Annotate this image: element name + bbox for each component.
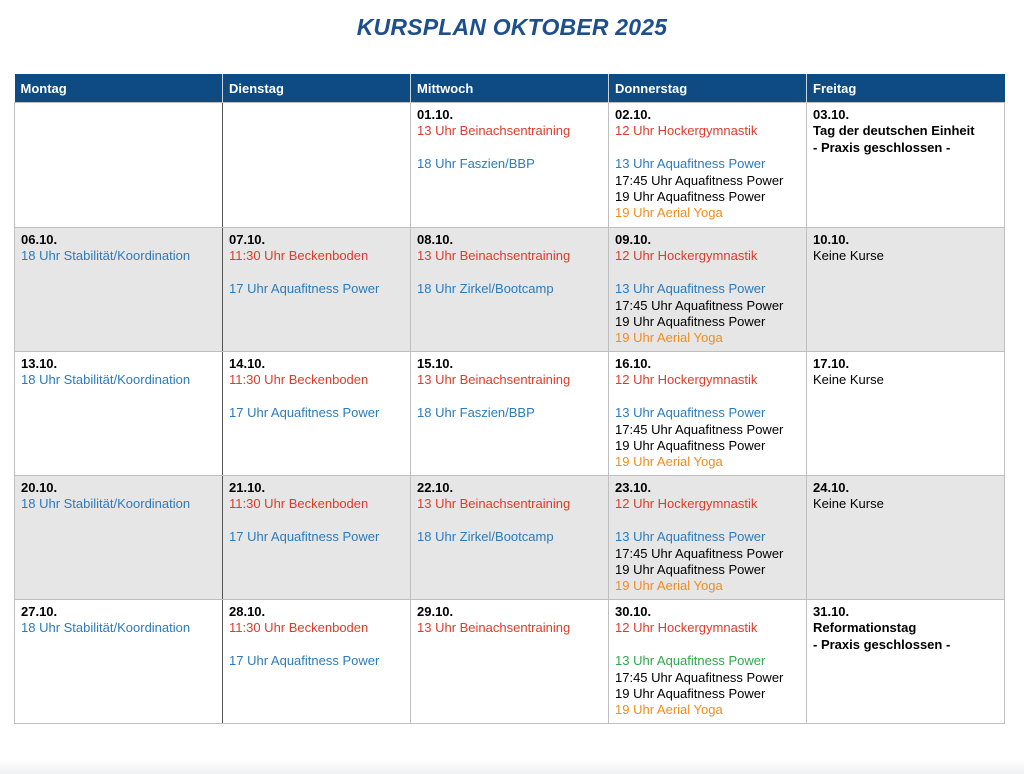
- course-entry: 11:30 Uhr Beckenboden: [229, 496, 369, 512]
- cell-date: 07.10.: [229, 232, 266, 247]
- day-cell-thursday: [609, 352, 807, 476]
- course-entry: 17 Uhr Aquafitness Power: [229, 653, 380, 669]
- week-row: [15, 352, 1005, 476]
- cell-date: 23.10.: [615, 480, 652, 495]
- course-entry: Reformationstag: [813, 620, 917, 636]
- course-entry: 19 Uhr Aerial Yoga: [615, 205, 723, 221]
- day-cell-wednesday: [411, 476, 609, 600]
- day-cell-wednesday: [411, 228, 609, 352]
- course-entry: 12 Uhr Hockergymnastik: [615, 248, 758, 264]
- course-entry: 13 Uhr Aquafitness Power: [615, 529, 766, 545]
- course-entry: 12 Uhr Hockergymnastik: [615, 496, 758, 512]
- course-entry: 18 Uhr Faszien/BBP: [417, 405, 535, 421]
- day-cell-friday: [807, 600, 1005, 724]
- course-entry: 17:45 Uhr Aquafitness Power: [615, 172, 784, 188]
- course-entry: 17:45 Uhr Aquafitness Power: [615, 421, 784, 437]
- course-entry: 19 Uhr Aquafitness Power: [615, 562, 766, 578]
- cell-date: 21.10.: [229, 480, 266, 495]
- course-entry: - Praxis geschlossen -: [813, 636, 951, 652]
- course-entry: 13 Uhr Aquafitness Power: [615, 653, 766, 669]
- cell-date: 06.10.: [21, 232, 58, 247]
- cell-date: 20.10.: [21, 480, 58, 495]
- entry-spacer: [229, 513, 404, 529]
- course-entry: 13 Uhr Aquafitness Power: [615, 405, 766, 421]
- entry-spacer: [229, 637, 404, 653]
- week-row: [15, 228, 1005, 352]
- page-title: KURSPLAN OKTOBER 2025: [356, 14, 668, 40]
- course-entry: 17 Uhr Aquafitness Power: [229, 281, 380, 297]
- day-cell-wednesday: [411, 600, 609, 724]
- cell-date: 14.10.: [229, 356, 266, 371]
- day-cell-tuesday: [223, 228, 411, 352]
- cell-date: 24.10.: [813, 480, 850, 495]
- course-entry: 17:45 Uhr Aquafitness Power: [615, 669, 784, 685]
- entry-spacer: [615, 513, 800, 529]
- cell-date: 27.10.: [21, 604, 58, 619]
- day-cell-monday: [15, 476, 223, 600]
- header-friday: Freitag: [807, 74, 1005, 103]
- course-entry: 13 Uhr Beinachsentraining: [417, 123, 571, 139]
- entry-spacer: [417, 513, 602, 529]
- course-entry: 12 Uhr Hockergymnastik: [615, 372, 758, 388]
- entry-spacer: [615, 140, 800, 156]
- course-entry: 18 Uhr Zirkel/Bootcamp: [417, 281, 554, 297]
- week-row: [15, 476, 1005, 600]
- course-entry: 19 Uhr Aquafitness Power: [615, 686, 766, 702]
- header-tuesday: Dienstag: [223, 74, 411, 103]
- course-entry: 17 Uhr Aquafitness Power: [229, 405, 380, 421]
- day-cell-friday: [807, 228, 1005, 352]
- course-entry: 17 Uhr Aquafitness Power: [229, 529, 380, 545]
- cell-date: 15.10.: [417, 356, 454, 371]
- header-row: [15, 74, 1005, 103]
- header-wednesday: Mittwoch: [411, 74, 609, 103]
- day-cell-friday: [807, 476, 1005, 600]
- entry-spacer: [615, 265, 800, 281]
- course-entry: 19 Uhr Aerial Yoga: [615, 330, 723, 346]
- schedule-table: [14, 74, 1005, 724]
- course-entry: 12 Uhr Hockergymnastik: [615, 620, 758, 636]
- cell-date: 16.10.: [615, 356, 652, 371]
- course-entry: 17:45 Uhr Aquafitness Power: [615, 545, 784, 561]
- cell-date: 08.10.: [417, 232, 454, 247]
- cell-date: 29.10.: [417, 604, 454, 619]
- header-thursday: Donnerstag: [609, 74, 807, 103]
- course-entry: 18 Uhr Stabilität/Koordination: [21, 496, 191, 512]
- course-entry: 18 Uhr Stabilität/Koordination: [21, 372, 191, 388]
- day-cell-friday: [807, 352, 1005, 476]
- day-cell-tuesday: [223, 600, 411, 724]
- cell-date: 13.10.: [21, 356, 58, 371]
- course-entry: 18 Uhr Stabilität/Koordination: [21, 248, 191, 264]
- cell-date: 17.10.: [813, 356, 850, 371]
- course-entry: 13 Uhr Aquafitness Power: [615, 281, 766, 297]
- course-entry: - Praxis geschlossen -: [813, 139, 951, 155]
- cell-date: 28.10.: [229, 604, 266, 619]
- cell-date: 01.10.: [417, 107, 454, 122]
- course-entry: Tag der deutschen Einheit: [813, 123, 975, 139]
- day-cell-monday: [15, 600, 223, 724]
- entry-spacer: [615, 389, 800, 405]
- course-entry: 13 Uhr Beinachsentraining: [417, 248, 571, 264]
- day-cell-thursday: [609, 476, 807, 600]
- day-cell-monday: [15, 228, 223, 352]
- course-entry: 18 Uhr Stabilität/Koordination: [21, 620, 191, 636]
- course-entry: 11:30 Uhr Beckenboden: [229, 372, 369, 388]
- course-entry: 19 Uhr Aerial Yoga: [615, 454, 723, 470]
- course-entry: 19 Uhr Aquafitness Power: [615, 189, 766, 205]
- week-row: [15, 600, 1005, 724]
- day-cell-thursday: [609, 600, 807, 724]
- day-cell-tuesday: [223, 103, 411, 228]
- course-entry: 18 Uhr Zirkel/Bootcamp: [417, 529, 554, 545]
- course-entry: 12 Uhr Hockergymnastik: [615, 123, 758, 139]
- course-entry: Keine Kurse: [813, 372, 884, 388]
- day-cell-monday: [15, 352, 223, 476]
- day-cell-monday: [15, 103, 223, 228]
- course-entry: 13 Uhr Aquafitness Power: [615, 156, 766, 172]
- course-entry: 19 Uhr Aquafitness Power: [615, 314, 766, 330]
- course-entry: 17:45 Uhr Aquafitness Power: [615, 297, 784, 313]
- day-cell-friday: [807, 103, 1005, 228]
- schedule-body: [15, 103, 1005, 724]
- cell-date: 30.10.: [615, 604, 652, 619]
- course-entry: 11:30 Uhr Beckenboden: [229, 620, 369, 636]
- course-entry: 18 Uhr Faszien/BBP: [417, 156, 535, 172]
- day-cell-wednesday: [411, 103, 609, 228]
- course-entry: 19 Uhr Aerial Yoga: [615, 702, 723, 718]
- day-cell-wednesday: [411, 352, 609, 476]
- day-cell-tuesday: [223, 352, 411, 476]
- course-entry: 19 Uhr Aquafitness Power: [615, 438, 766, 454]
- course-entry: Keine Kurse: [813, 248, 884, 264]
- course-entry: 13 Uhr Beinachsentraining: [417, 496, 571, 512]
- cell-date: 31.10.: [813, 604, 850, 619]
- cell-date: 09.10.: [615, 232, 652, 247]
- cell-date: 03.10.: [813, 107, 850, 122]
- entry-spacer: [417, 265, 602, 281]
- cell-date: 22.10.: [417, 480, 454, 495]
- cell-date: 02.10.: [615, 107, 652, 122]
- course-entry: 13 Uhr Beinachsentraining: [417, 620, 571, 636]
- entry-spacer: [417, 140, 602, 156]
- course-entry: 19 Uhr Aerial Yoga: [615, 578, 723, 594]
- week-row: [15, 103, 1005, 228]
- day-cell-thursday: [609, 228, 807, 352]
- course-entry: 13 Uhr Beinachsentraining: [417, 372, 571, 388]
- day-cell-tuesday: [223, 476, 411, 600]
- entry-spacer: [615, 637, 800, 653]
- bottom-edge-shade: [0, 760, 1024, 774]
- entry-spacer: [229, 265, 404, 281]
- entry-spacer: [417, 389, 602, 405]
- day-cell-thursday: [609, 103, 807, 228]
- header-monday: Montag: [15, 74, 223, 103]
- cell-date: 10.10.: [813, 232, 850, 247]
- entry-spacer: [229, 389, 404, 405]
- course-entry: 11:30 Uhr Beckenboden: [229, 248, 369, 264]
- course-entry: Keine Kurse: [813, 496, 884, 512]
